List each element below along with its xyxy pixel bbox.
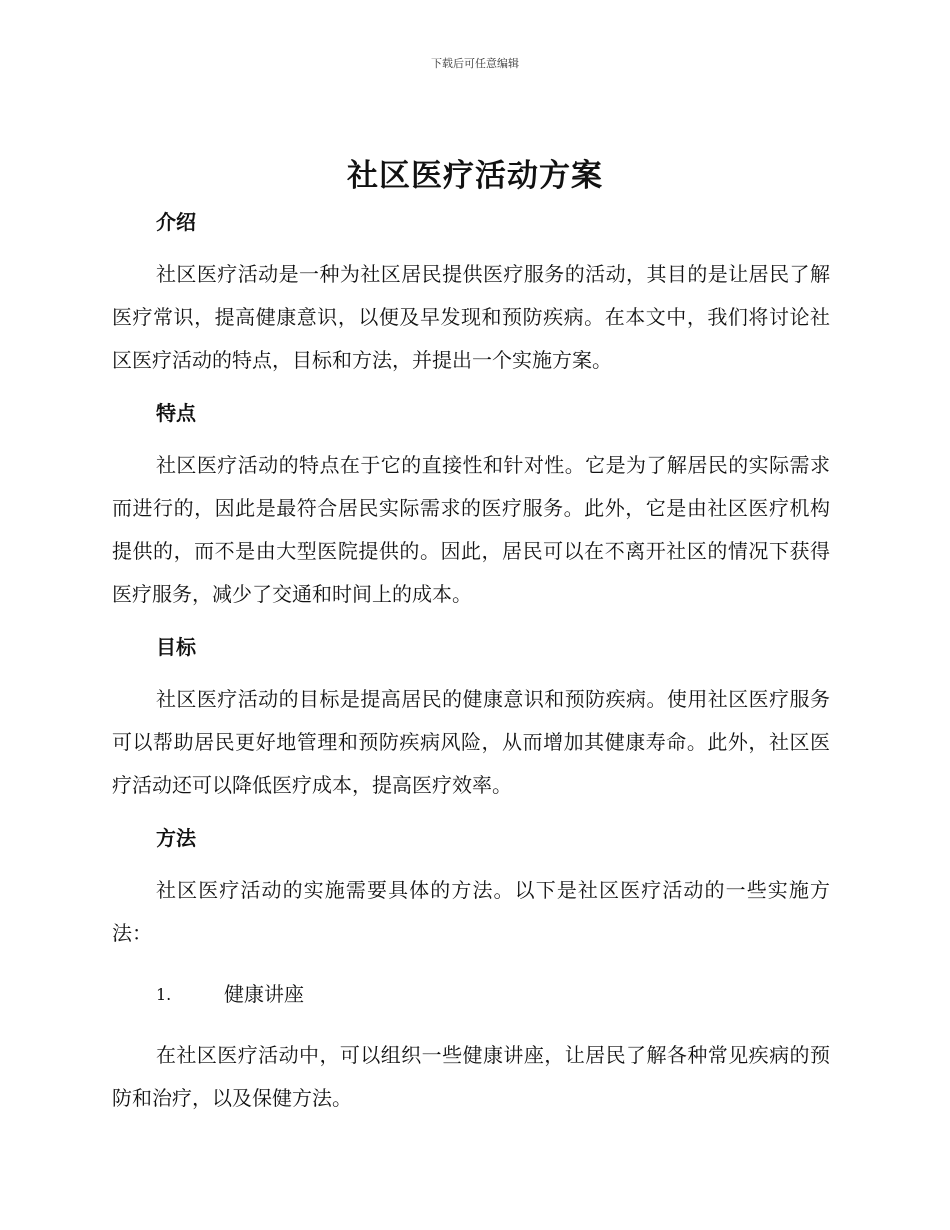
numbered-item-heading [112,964,830,1025]
section-paragraph: 社区医疗活动的实施需要具体的方法。以下是社区医疗活动的一些实施方法： [112,878,830,945]
numbered-item [112,964,830,1129]
document-body [112,200,830,1129]
section-intro [112,200,830,391]
section-paragraph: 社区医疗活动的目标是提高居民的健康意识和预防疾病。使用社区医疗服务可以帮助居民更好地管理和预防疾病风险，从而增加其健康寿命。此外，社区医疗活动还可以降低医疗成本，提高医疗效率。 [112,687,830,797]
section-heading: 目标 [156,635,196,659]
section-paragraph: 社区医疗活动的特点在于它的直接性和针对性。它是为了解居民的实际需求而进行的，因此是最符合居民实际需求的医疗服务。此外，它是由社区医疗机构提供的，而不是由大型医院提供的。因此，居民可以在不离开社区的情况下获得医疗服务，减少了交通和时间上的成本。 [112,453,830,606]
section-heading: 方法 [156,826,196,850]
section-heading: 特点 [156,401,196,425]
item-number: 1. [156,985,172,1004]
section-goals [112,625,830,816]
item-label: 健康讲座 [224,982,304,1006]
item-paragraph: 在社区医疗活动中，可以组织一些健康讲座，让居民了解各种常见疾病的预防和治疗，以及保健方法。 [112,1043,830,1110]
page-header: 下载后可任意编辑 [431,57,519,70]
section-features [112,391,830,625]
section-methods [112,816,830,964]
section-paragraph: 社区医疗活动是一种为社区居民提供医疗服务的活动，其目的是让居民了解医疗常识，提高健康意识，以便及早发现和预防疾病。在本文中，我们将讨论社区医疗活动的特点，目标和方法，并提出一个实施方案。 [112,262,830,372]
document-title: 社区医疗活动方案 [347,158,603,194]
section-heading: 介绍 [156,210,196,234]
